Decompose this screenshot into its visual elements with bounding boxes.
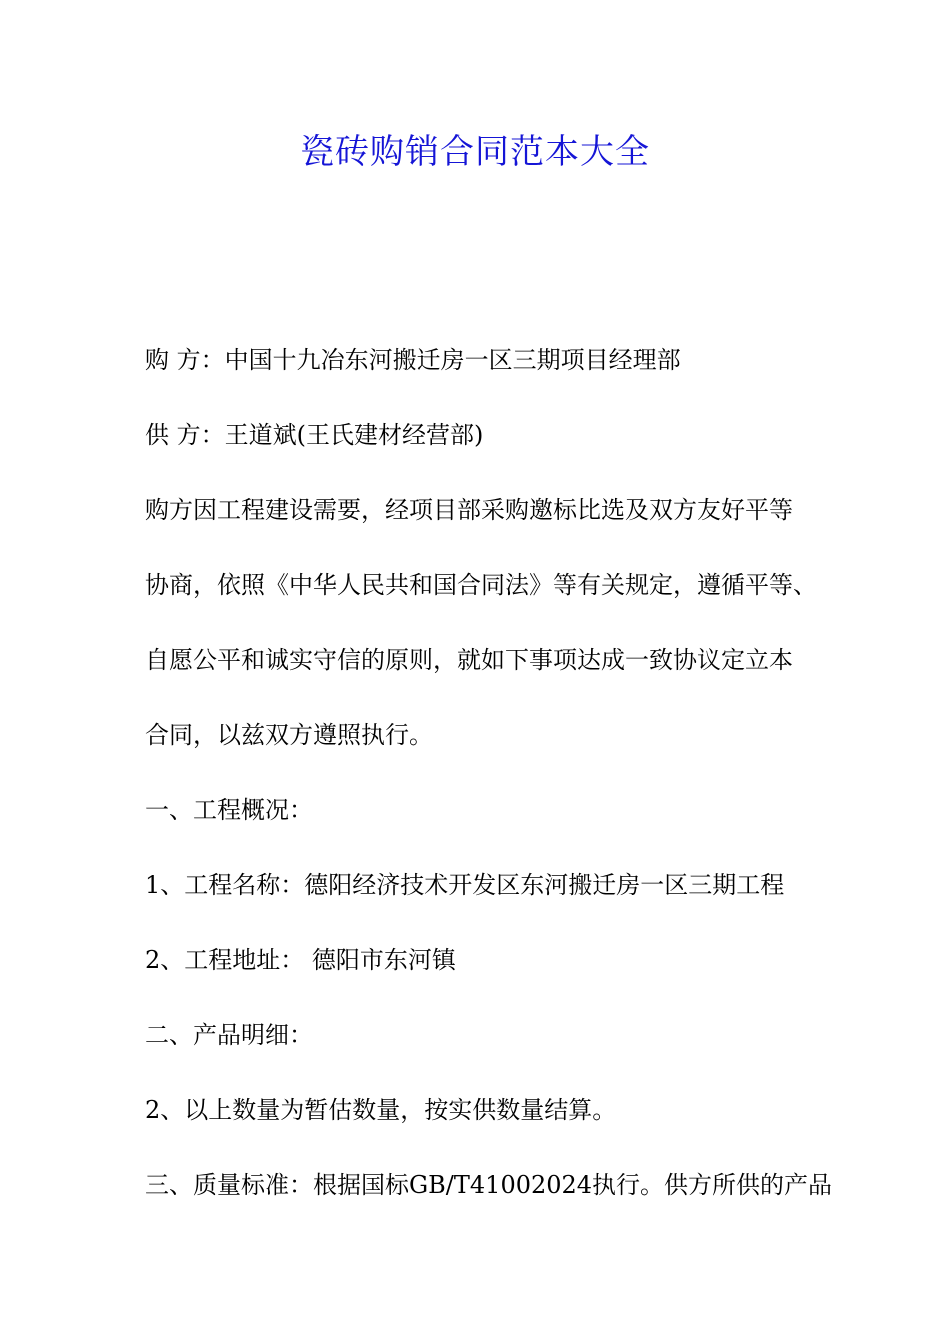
section-heading-project-overview: 一、工程概况： — [145, 796, 313, 824]
project-name-line: 1、工程名称：德阳经济技术开发区东河搬迁房一区三期工程 — [145, 871, 785, 899]
paragraph-line: 购方因工程建设需要，经项目部采购邀标比选及双方友好平等 — [145, 496, 793, 524]
supplier-line: 供 方：王道斌(王氏建材经营部) — [145, 421, 484, 449]
section-heading-quality-standard: 三、质量标准：根据国标GB/T41002024执行。供方所供的产品 — [145, 1171, 833, 1199]
section-heading-product-details: 二、产品明细： — [145, 1021, 313, 1049]
document-body — [145, 338, 835, 1238]
buyer-line: 购 方：中国十九冶东河搬迁房一区三期项目经理部 — [145, 346, 681, 374]
document-title: 瓷砖购销合同范本大全 — [300, 132, 650, 172]
quantity-note-line: 2、以上数量为暂估数量，按实供数量结算。 — [145, 1096, 617, 1124]
paragraph-line: 协商，依照《中华人民共和国合同法》等有关规定，遵循平等、 — [145, 571, 817, 599]
paragraph-line: 合同，以兹双方遵照执行。 — [145, 721, 433, 749]
project-address-line: 2、工程地址： 德阳市东河镇 — [145, 946, 456, 974]
paragraph-line: 自愿公平和诚实守信的原则，就如下事项达成一致协议定立本 — [145, 646, 793, 674]
